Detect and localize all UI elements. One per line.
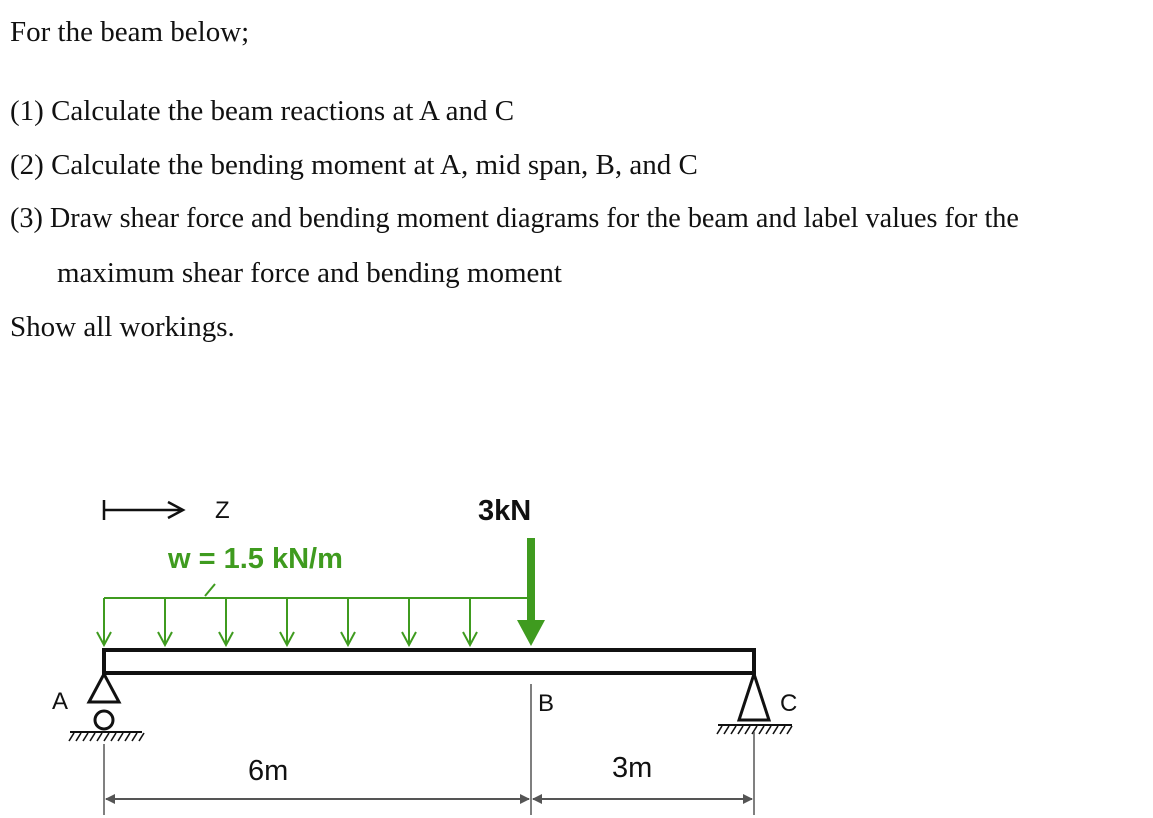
point-load-label: 3kN bbox=[478, 495, 532, 527]
beam-diagram bbox=[0, 470, 1153, 818]
support-c-label: C bbox=[780, 690, 798, 717]
intro-line: For the beam below; bbox=[10, 16, 250, 48]
udl-arrow bbox=[219, 598, 233, 645]
udl-arrow bbox=[402, 598, 416, 645]
udl-arrow bbox=[463, 598, 477, 645]
task-2: (2) Calculate the bending moment at A, mid span, B, and C bbox=[10, 149, 698, 181]
z-axis-label: Z bbox=[215, 497, 230, 524]
distributed-load bbox=[97, 598, 530, 645]
udl-label-leader bbox=[205, 584, 215, 596]
point-load-arrow bbox=[517, 538, 545, 646]
z-axis-arrow bbox=[104, 500, 183, 520]
udl-label: w = 1.5 kN/m bbox=[168, 543, 343, 575]
span-ab-label: 6m bbox=[248, 755, 289, 787]
udl-arrow bbox=[280, 598, 294, 645]
task-3-continued: maximum shear force and bending moment bbox=[57, 257, 562, 289]
udl-arrow bbox=[97, 598, 111, 645]
udl-arrow bbox=[341, 598, 355, 645]
point-b-label: B bbox=[538, 690, 555, 717]
task-1: (1) Calculate the beam reactions at A and C bbox=[10, 95, 515, 127]
beam-member bbox=[104, 650, 754, 673]
span-bc-label: 3m bbox=[612, 752, 653, 784]
support-a bbox=[69, 674, 144, 741]
closing-line: Show all workings. bbox=[10, 311, 235, 343]
task-3: (3) Draw shear force and bending moment diagrams for the beam and label values for the bbox=[10, 203, 1019, 234]
support-a-label: A bbox=[52, 688, 69, 715]
udl-arrow bbox=[158, 598, 172, 645]
